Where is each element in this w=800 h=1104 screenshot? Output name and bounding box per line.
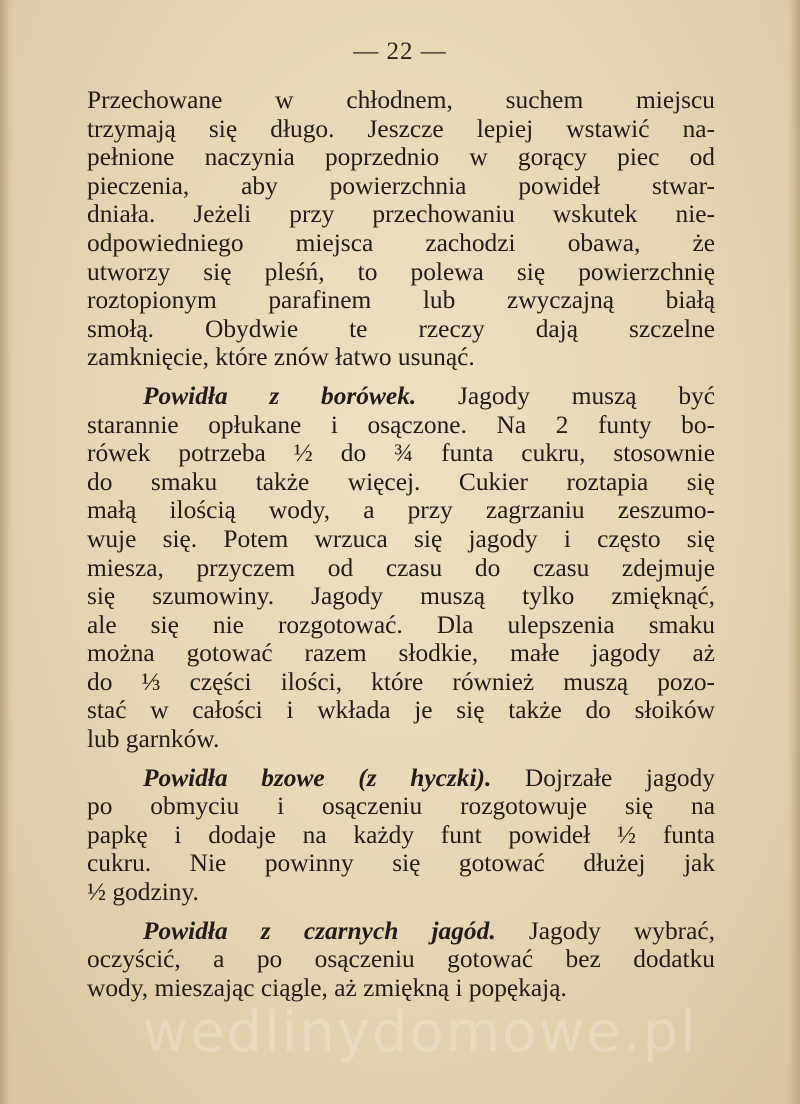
- text-line: ale się nie rozgotować. Dla ulepszenia smaku: [87, 610, 715, 639]
- text-run: Jagody wybrać,: [495, 916, 715, 945]
- section-heading: Powidła z borówek.: [143, 381, 417, 410]
- text-line: stać w całości i wkłada je się także do słoików: [87, 696, 715, 725]
- text-line: roztopionym parafinem lub zwyczajną białą: [87, 286, 715, 315]
- text-line: do ⅓ części ilości, które również muszą pozo-: [87, 667, 715, 696]
- text-line: ½ godziny.: [87, 878, 199, 907]
- text-line: odpowiedniego miejsca zachodzi obawa, że: [87, 228, 715, 257]
- text-line: do smaku także więcej. Cukier roztapia się: [87, 467, 715, 496]
- text-line: dniała. Jeżeli przy przechowaniu wskutek nie-: [87, 200, 715, 229]
- text-line: papkę i dodaje na każdy funt powideł ½ funta: [87, 820, 715, 849]
- section-heading: Powidła bzowe (z hyczki).: [143, 763, 492, 792]
- text-line: można gotować razem słodkie, małe jagody aż: [87, 639, 715, 668]
- text-run: Jagody muszą być: [416, 381, 715, 410]
- text-line: Przechowane w chłodnem, suchem miejscu: [87, 86, 715, 114]
- text-line: smołą. Obydwie te rzeczy dają szczelne: [87, 314, 715, 343]
- text-line: oczyścić, a po osączeniu gotować bez dodatku: [87, 945, 715, 974]
- text-line: pełnione naczynia poprzednio w gorący piec od: [87, 143, 715, 172]
- text-line: po obmyciu i osączeniu rozgotowuje się na: [87, 792, 715, 821]
- section-first-line: [87, 917, 715, 946]
- section-first-line: [87, 382, 715, 411]
- text-line: wuje się. Potem wrzuca się jagody i często się: [87, 524, 715, 553]
- text-line: rówek potrzeba ½ do ¾ funta cukru, stosownie: [87, 439, 715, 468]
- text-line: starannie opłukane i osączone. Na 2 funty bo-: [87, 410, 715, 439]
- text-line: się szumowiny. Jagody muszą tylko zmięknąć,: [87, 582, 715, 611]
- text-line: zamknięcie, które znów łatwo usunąć.: [87, 343, 475, 372]
- page-right-edge: [788, 0, 800, 1104]
- text-line: wody, mieszając ciągle, aż zmiękną i popękają.: [87, 973, 567, 1002]
- page-left-edge: [0, 0, 14, 1104]
- page-number: — 22 —: [353, 38, 447, 65]
- text-line: cukru. Nie powinny się gotować dłużej jak: [87, 849, 715, 878]
- body-text: [87, 86, 715, 1002]
- section-heading: Powidła z czarnych jagód.: [143, 916, 496, 945]
- text-line: utworzy się pleśń, to polewa się powierzchnię: [87, 257, 715, 286]
- text-line: trzymają się długo. Jeszcze lepiej wstawić na-: [87, 114, 715, 143]
- text-line: miesza, przyczem od czasu do czasu zdejmuje: [87, 553, 715, 582]
- text-line: lub garnków.: [87, 725, 220, 754]
- text-line: pieczenia, aby powierzchnia powideł stwar-: [87, 171, 715, 200]
- watermark: wedlinydomowe.pl: [142, 1000, 698, 1065]
- section-first-line: [87, 764, 715, 793]
- text-run: Dojrzałe jagody: [491, 763, 715, 792]
- text-line: małą ilością wody, a przy zagrzaniu zeszumo-: [87, 496, 715, 525]
